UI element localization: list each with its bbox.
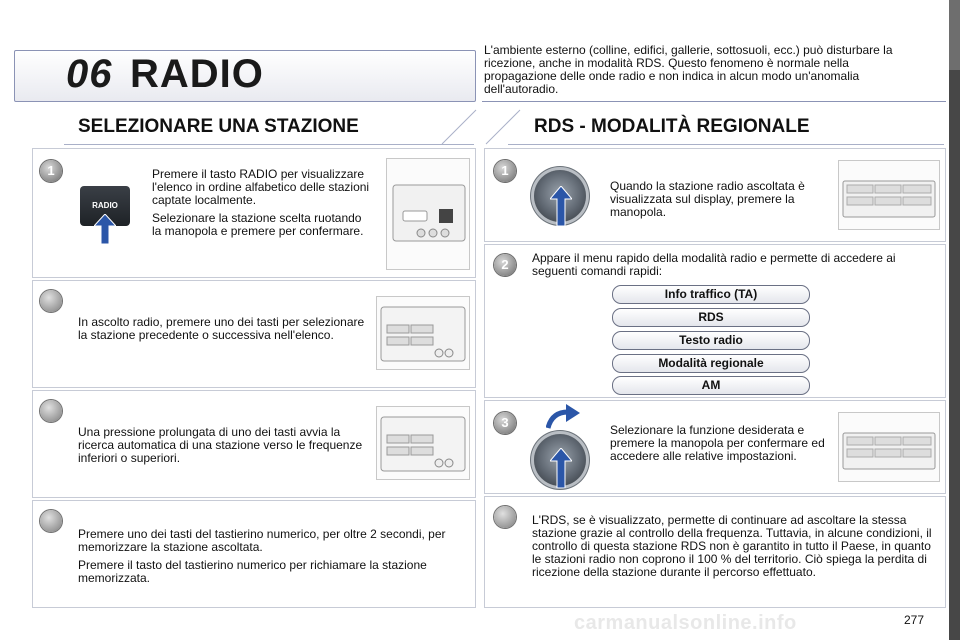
menu-option-modalita-regionale: Modalità regionale <box>612 354 810 373</box>
radio-unit-illustration <box>386 158 470 270</box>
right-step1-text: Quando la stazione radio ascoltata è visualizzata sul display, premere la manopola. <box>610 179 805 219</box>
radio-keys-icon <box>377 407 469 479</box>
left-section-divider <box>64 144 474 145</box>
right-step2-text: Appare il menu rapido della modalità radio e permette di accedere ai seguenti comandi rapidi: <box>532 251 896 278</box>
left-step1-text2: Selezionare la stazione scelta ruotando la manopola e premere per confermare. <box>152 211 364 238</box>
step-badge: 1 <box>40 160 62 182</box>
step-badge: 3 <box>494 412 516 434</box>
rotate-arrow-icon <box>546 404 580 430</box>
console-illustration <box>838 160 940 230</box>
console-icon <box>839 161 939 229</box>
left-tip3-text2: Premere il tasto del tastierino numerico per richiamare la stazione memorizzata. <box>78 558 427 585</box>
step-badge: 2 <box>494 254 516 276</box>
lightbulb-icon <box>494 506 516 528</box>
console-illustration <box>838 412 940 482</box>
left-tip1-text: In ascolto radio, premere uno dei tasti per selezionare la stazione precedente o successiva nell'elenco. <box>78 315 365 342</box>
left-section-corner <box>440 108 480 148</box>
step-badge: 1 <box>494 160 516 182</box>
press-arrow-icon <box>94 214 116 244</box>
press-arrow-icon <box>550 448 572 488</box>
page-edge-tab-highlight <box>949 0 960 70</box>
left-step1-text1: Premere il tasto RADIO per visualizzare l'elenco in ordine alfabetico delle stazioni captate localmente. <box>152 167 370 207</box>
chapter-title: RADIO <box>130 52 264 96</box>
right-section-title: RDS - MODALITÀ REGIONALE <box>534 116 810 137</box>
menu-option-info-traffico: Info traffico (TA) <box>612 285 810 304</box>
chapter-number: 06 <box>66 52 113 96</box>
press-arrow-icon <box>550 186 572 226</box>
right-section-divider <box>508 144 944 145</box>
watermark: carmanualsonline.info <box>574 612 797 634</box>
left-tip3-text1: Premere uno dei tasti del tastierino numerico, per oltre 2 secondi, per memorizzare la stazione ascoltata. <box>78 527 446 554</box>
radio-keys-illustration <box>376 406 470 480</box>
radio-button: RADIO <box>80 186 130 226</box>
intro-divider <box>482 101 946 102</box>
page-number: 277 <box>904 613 925 627</box>
lightbulb-icon <box>40 400 62 422</box>
right-section-corner <box>482 108 522 148</box>
intro-text: L'ambiente esterno (colline, edifici, gallerie, sottosuoli, ecc.) può disturbare la ricezione, anche in modalità RDS. Questo fenomeno è normale nella propagazione delle onde radio e non indica in alcun modo un'anomalia dell'autoradio. <box>484 43 893 96</box>
menu-option-testo-radio: Testo radio <box>612 331 810 350</box>
lightbulb-icon <box>40 290 62 312</box>
menu-option-am: AM <box>612 376 810 395</box>
right-step3-text: Selezionare la funzione desiderata e premere la manopola per confermare ed accedere alle relative impostazioni. <box>610 423 825 463</box>
radio-keys-icon <box>377 297 469 369</box>
radio-unit-icon <box>387 159 469 269</box>
right-tip-text: L'RDS, se è visualizzato, permette di continuare ad ascoltare la stessa stazione grazie al controllo della frequenza. Tuttavia, in alcune condizioni, il controllo di questa stazione RDS non è garantito in tutto il Paese, in quanto le stazioni radio non coprono il 100 % del territorio. Ciò spiega la perdita di ricezione della stazione durante il percorso effettuato. <box>532 513 932 579</box>
left-tip3-text <box>78 528 468 590</box>
radio-keys-illustration <box>376 296 470 370</box>
lightbulb-icon <box>40 510 62 532</box>
page-edge-tab <box>949 0 960 640</box>
console-icon <box>839 413 939 481</box>
menu-option-rds: RDS <box>612 308 810 327</box>
left-tip2-text: Una pressione prolungata di uno dei tasti avvia la ricerca automatica di una stazione verso le frequenze inferiori o superiori. <box>78 425 363 465</box>
left-section-title: SELEZIONARE UNA STAZIONE <box>78 116 359 137</box>
left-step1-text <box>152 168 374 243</box>
